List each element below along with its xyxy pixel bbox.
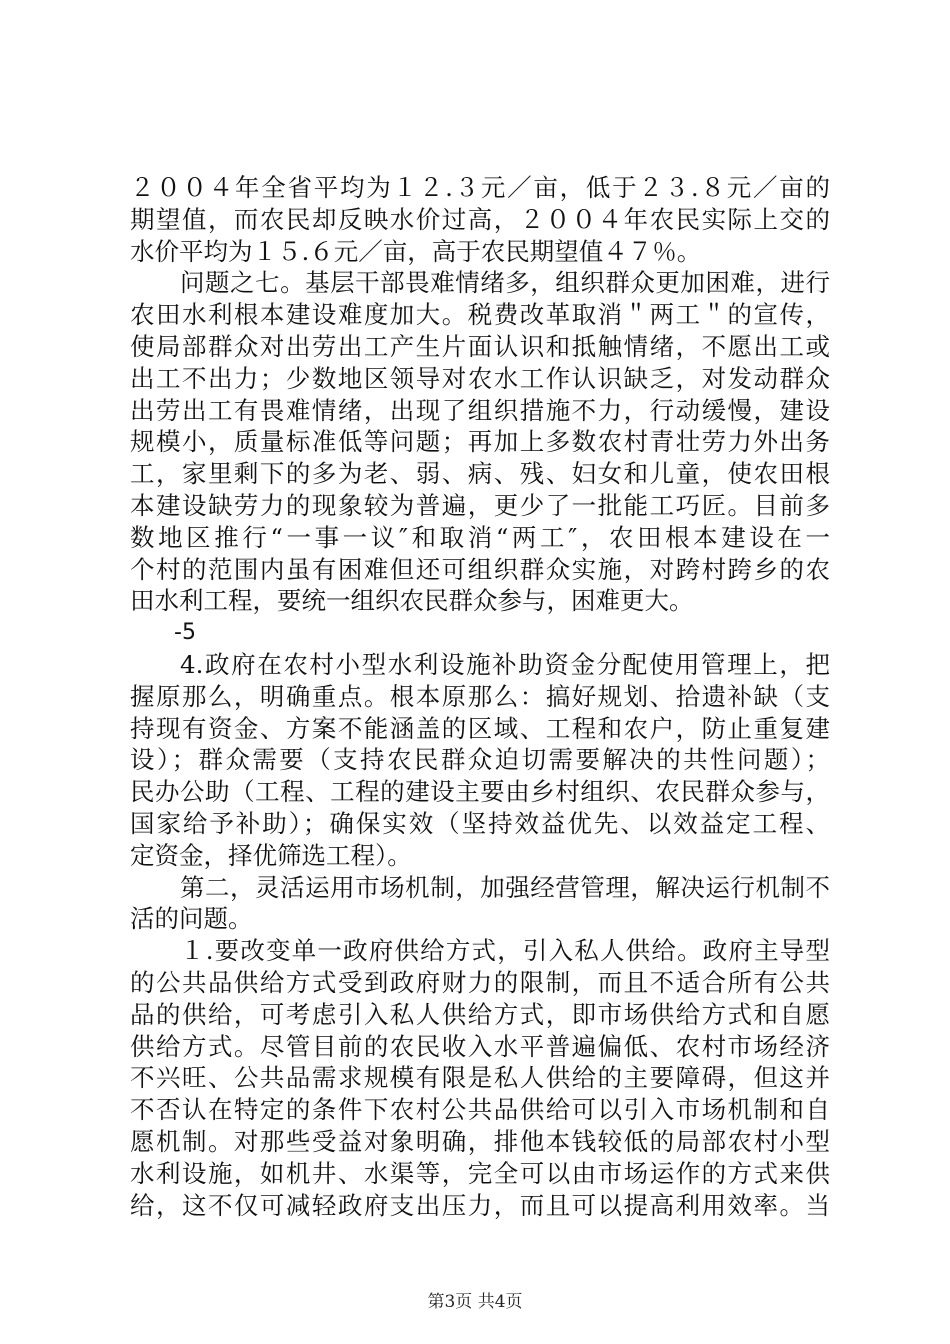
paragraph-start-line: １.要改变单一政府供给方式，引入私人供给。政府主导型: [180, 936, 830, 966]
text-line: 民办公助（工程、工程的建设主要由乡村组织、农民群众参与，: [130, 777, 830, 807]
paragraph-start-line: 问题之七。基层干部畏难情绪多，组织群众更加困难，进行: [180, 268, 830, 298]
text-line: 设）；群众需要（支持农民群众迫切需要解决的共性问题）；: [130, 745, 830, 775]
text-line: 个村的范围内虽有困难但还可组织群众实施，对跨村跨乡的农: [130, 554, 830, 584]
text-line: 工，家里剩下的多为老、弱、病、残、妇女和儿童，使农田根: [130, 459, 830, 489]
text-line: 的公共品供给方式受到政府财力的限制，而且不适合所有公共: [130, 967, 830, 997]
text-line: 水利设施，如机井、水渠等，完全可以由市场运作的方式来供: [130, 1158, 830, 1188]
text-line: 数地区推行“一事一议″和取消“两工″，农田根本建设在一: [130, 522, 830, 552]
text-line: 出劳出工有畏难情绪，出现了组织措施不力，行动缓慢，建设: [130, 395, 830, 425]
page-footer: [0, 1287, 950, 1312]
text-line: 握原那么，明确重点。根本原那么：搞好规划、拾遗补缺（支: [130, 681, 830, 711]
text-line: 定资金，择优筛选工程）。: [130, 840, 412, 870]
text-line: 不否认在特定的条件下农村公共品供给可以引入市场机制和自: [130, 1095, 830, 1125]
text-line: 规模小，质量标准低等问题；再加上多数农村青壮劳力外出务: [130, 427, 830, 457]
text-line: 出工不出力；少数地区领导对农水工作认识缺乏，对发动群众: [130, 363, 830, 393]
text-line: ２００４年全省平均为１２.３元／亩，低于２３.８元／亩的: [130, 173, 830, 202]
text-line: 活的问题。: [130, 904, 253, 934]
text-line: 使局部群众对出劳出工产生片面认识和抵触情绪，不愿出工或: [130, 331, 830, 361]
text-line: 供给方式。尽管目前的农民收入水平普遍偏低、农村市场经济: [130, 1031, 830, 1061]
text-line: 期望值，而农民却反映水价过高，２００４年农民实际上交的: [130, 204, 830, 234]
text-line: 品的供给，可考虑引入私人供给方式，即市场供给方式和自愿: [130, 999, 830, 1029]
text-line: 持现有资金、方案不能涵盖的区域、工程和农户，防止重复建: [130, 713, 830, 743]
text-line: 本建设缺劳力的现象较为普遍，更少了一批能工巧匠。目前多: [130, 490, 830, 520]
text-line: 国家给予补助）；确保实效（坚持效益优先、以效益定工程、: [130, 808, 830, 838]
page-number-label: 第3页 共4页: [427, 1292, 523, 1312]
document-body: [130, 172, 830, 1221]
text-line: 愿机制。对那些受益对象明确，排他本钱较低的局部农村小型: [130, 1126, 830, 1156]
paragraph-start-line: 4.政府在农村小型水利设施补助资金分配使用管理上，把: [180, 649, 830, 679]
text-line: 水价平均为１５.６元／亩，高于农民期望值４７％。: [130, 236, 702, 266]
text-line: 农田水利根本建设难度加大。税费改革取消＂两工＂的宣传，: [130, 300, 830, 330]
text-line: 田水利工程，要统一组织农民群众参与，困难更大。: [130, 586, 694, 616]
text-line: 不兴旺、公共品需求规模有限是私人供给的主要障碍，但这并: [130, 1063, 830, 1093]
paragraph-start-line: 第二，灵活运用市场机制，加强经营管理，解决运行机制不: [180, 872, 830, 902]
text-line: 给，这不仅可减轻政府支出压力，而且可以提高利用效率。当: [130, 1190, 830, 1220]
page-marker: -5: [174, 620, 196, 646]
